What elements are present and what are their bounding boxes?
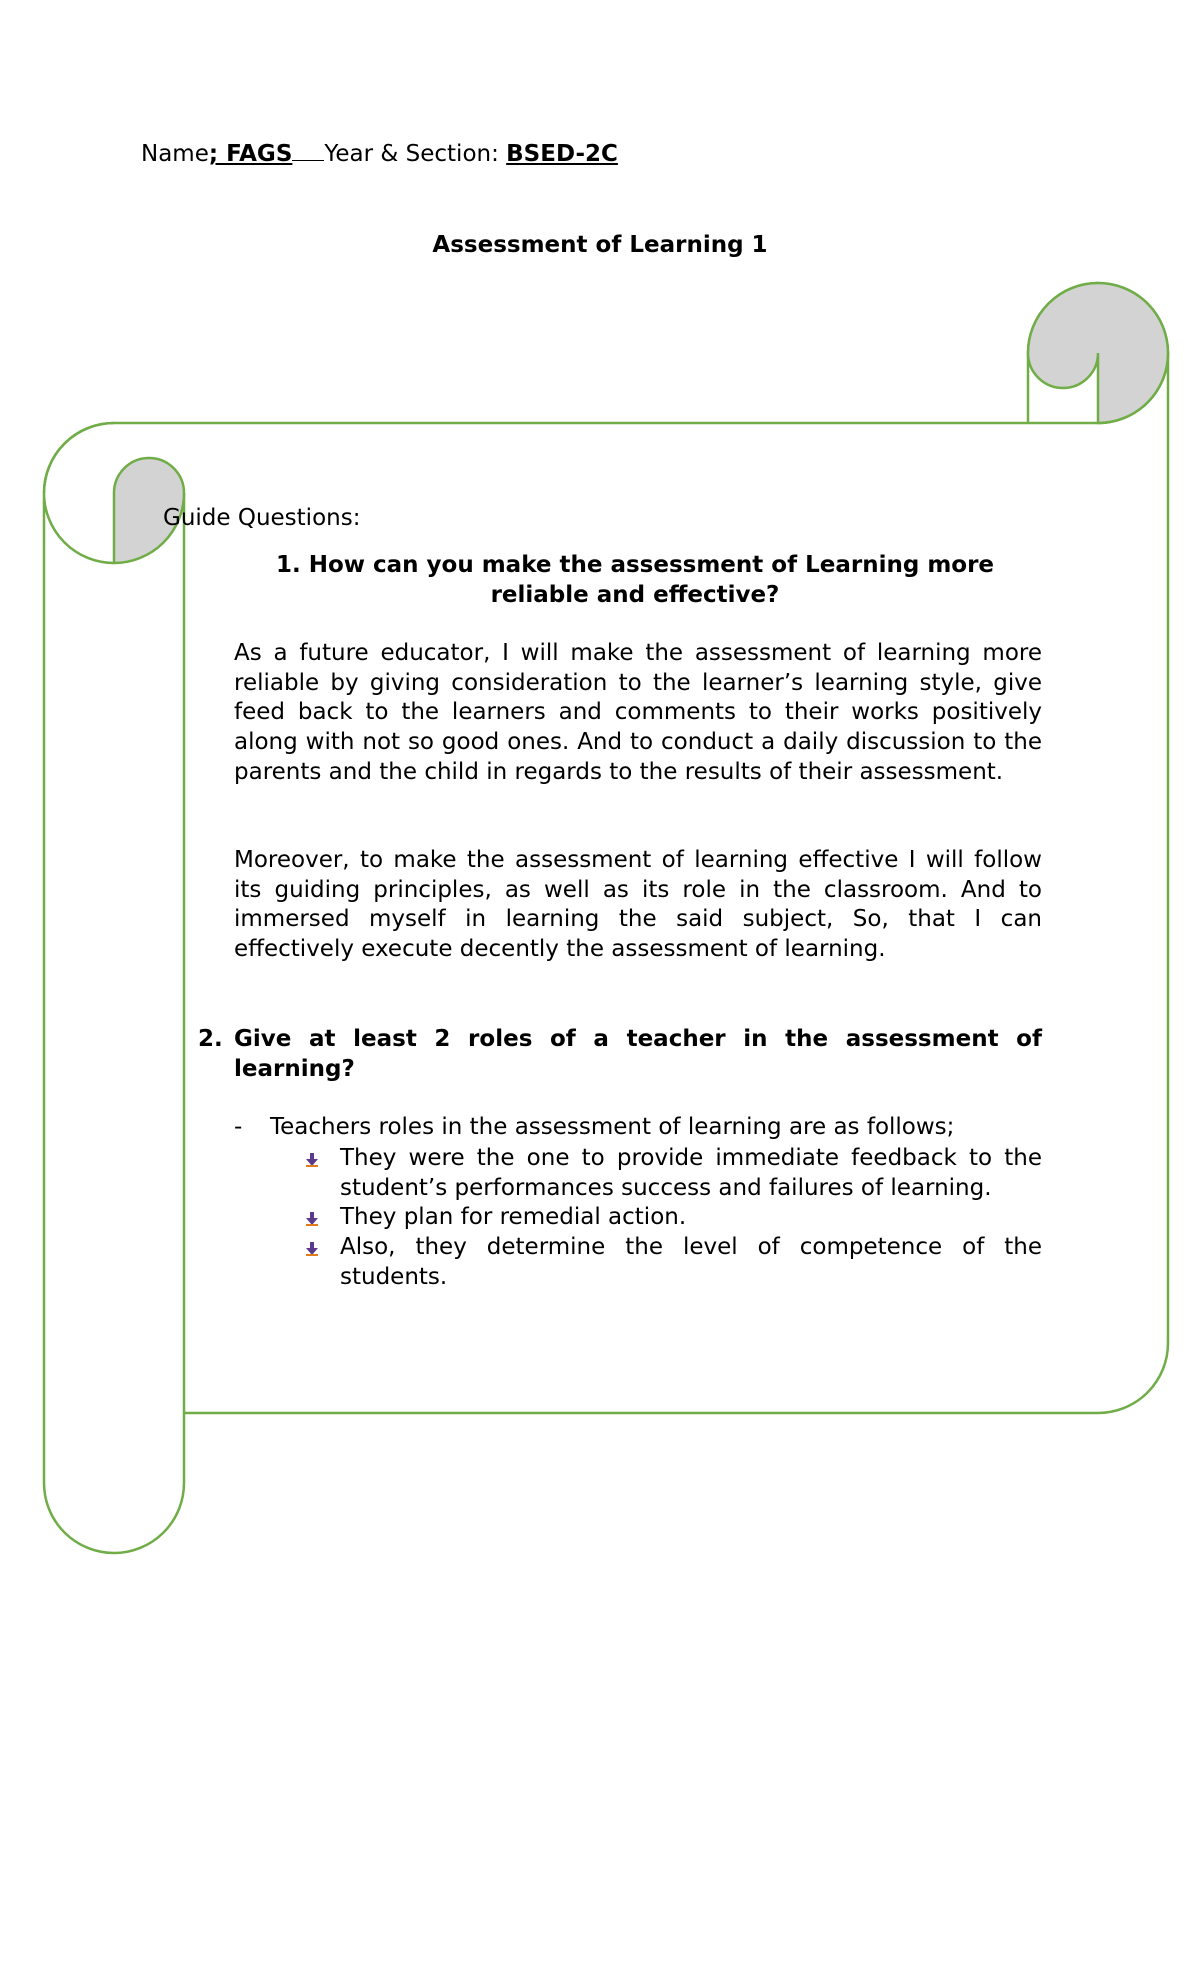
name-label: Name [141, 141, 209, 167]
list-item [304, 1144, 1042, 1203]
answer-2-intro-text: Teachers roles in the assessment of learning are as follows; [270, 1114, 955, 1140]
question-2-number: 2. [198, 1026, 223, 1052]
question-1 [250, 550, 1020, 610]
arrow-bullet-icon [304, 1241, 320, 1257]
scroll-left-roll [44, 423, 184, 1553]
answer-2-intro [234, 1114, 954, 1140]
document-title: Assessment of Learning 1 [432, 232, 768, 258]
answer-1-paragraph-1: As a future educator, I will make the assessment of learning more reliable by giving consideration to the learner’s learning style, give feed back to the learners and comments to their works positively along with not so good ones. And to conduct a daily discussion to the parents and the child in regards to the results of their assessment. [234, 640, 1042, 785]
name-value: ; FAGS [208, 141, 293, 167]
bullet-text: Also, they determine the level of competence of the students. [340, 1234, 1042, 1290]
question-2-text: Give at least 2 roles of a teacher in the assessment of learning? [234, 1026, 1042, 1082]
teacher-roles-list [304, 1144, 1042, 1293]
question-1-text: How can you make the assessment of Learning more reliable and effective? [308, 552, 995, 608]
answer-1-paragraph-2: Moreover, to make the assessment of learning effective I will follow its guiding principles, as well as its role in the classroom. And to immersed myself in learning the said subject, So, that I can effectively execute decently the assessment of learning. [234, 847, 1042, 963]
dash-marker: - [234, 1114, 243, 1140]
arrow-bullet-icon [304, 1211, 320, 1227]
scroll-right-curl [1028, 283, 1168, 423]
arrow-bullet-icon [304, 1152, 320, 1168]
question-2 [198, 1024, 1042, 1084]
guide-questions-label: Guide Questions: [163, 505, 361, 531]
bullet-text: They were the one to provide immediate feedback to the student’s performances success and failures of learning. [340, 1145, 1042, 1201]
list-item [304, 1233, 1042, 1292]
question-1-number: 1. [275, 552, 301, 578]
section-value: BSED-2C [506, 141, 618, 167]
section-label: Year & Section: [324, 141, 507, 167]
bullet-text: They plan for remedial action. [340, 1204, 687, 1231]
list-item [304, 1203, 1042, 1233]
name-underline [292, 159, 324, 161]
header-line [141, 141, 618, 167]
